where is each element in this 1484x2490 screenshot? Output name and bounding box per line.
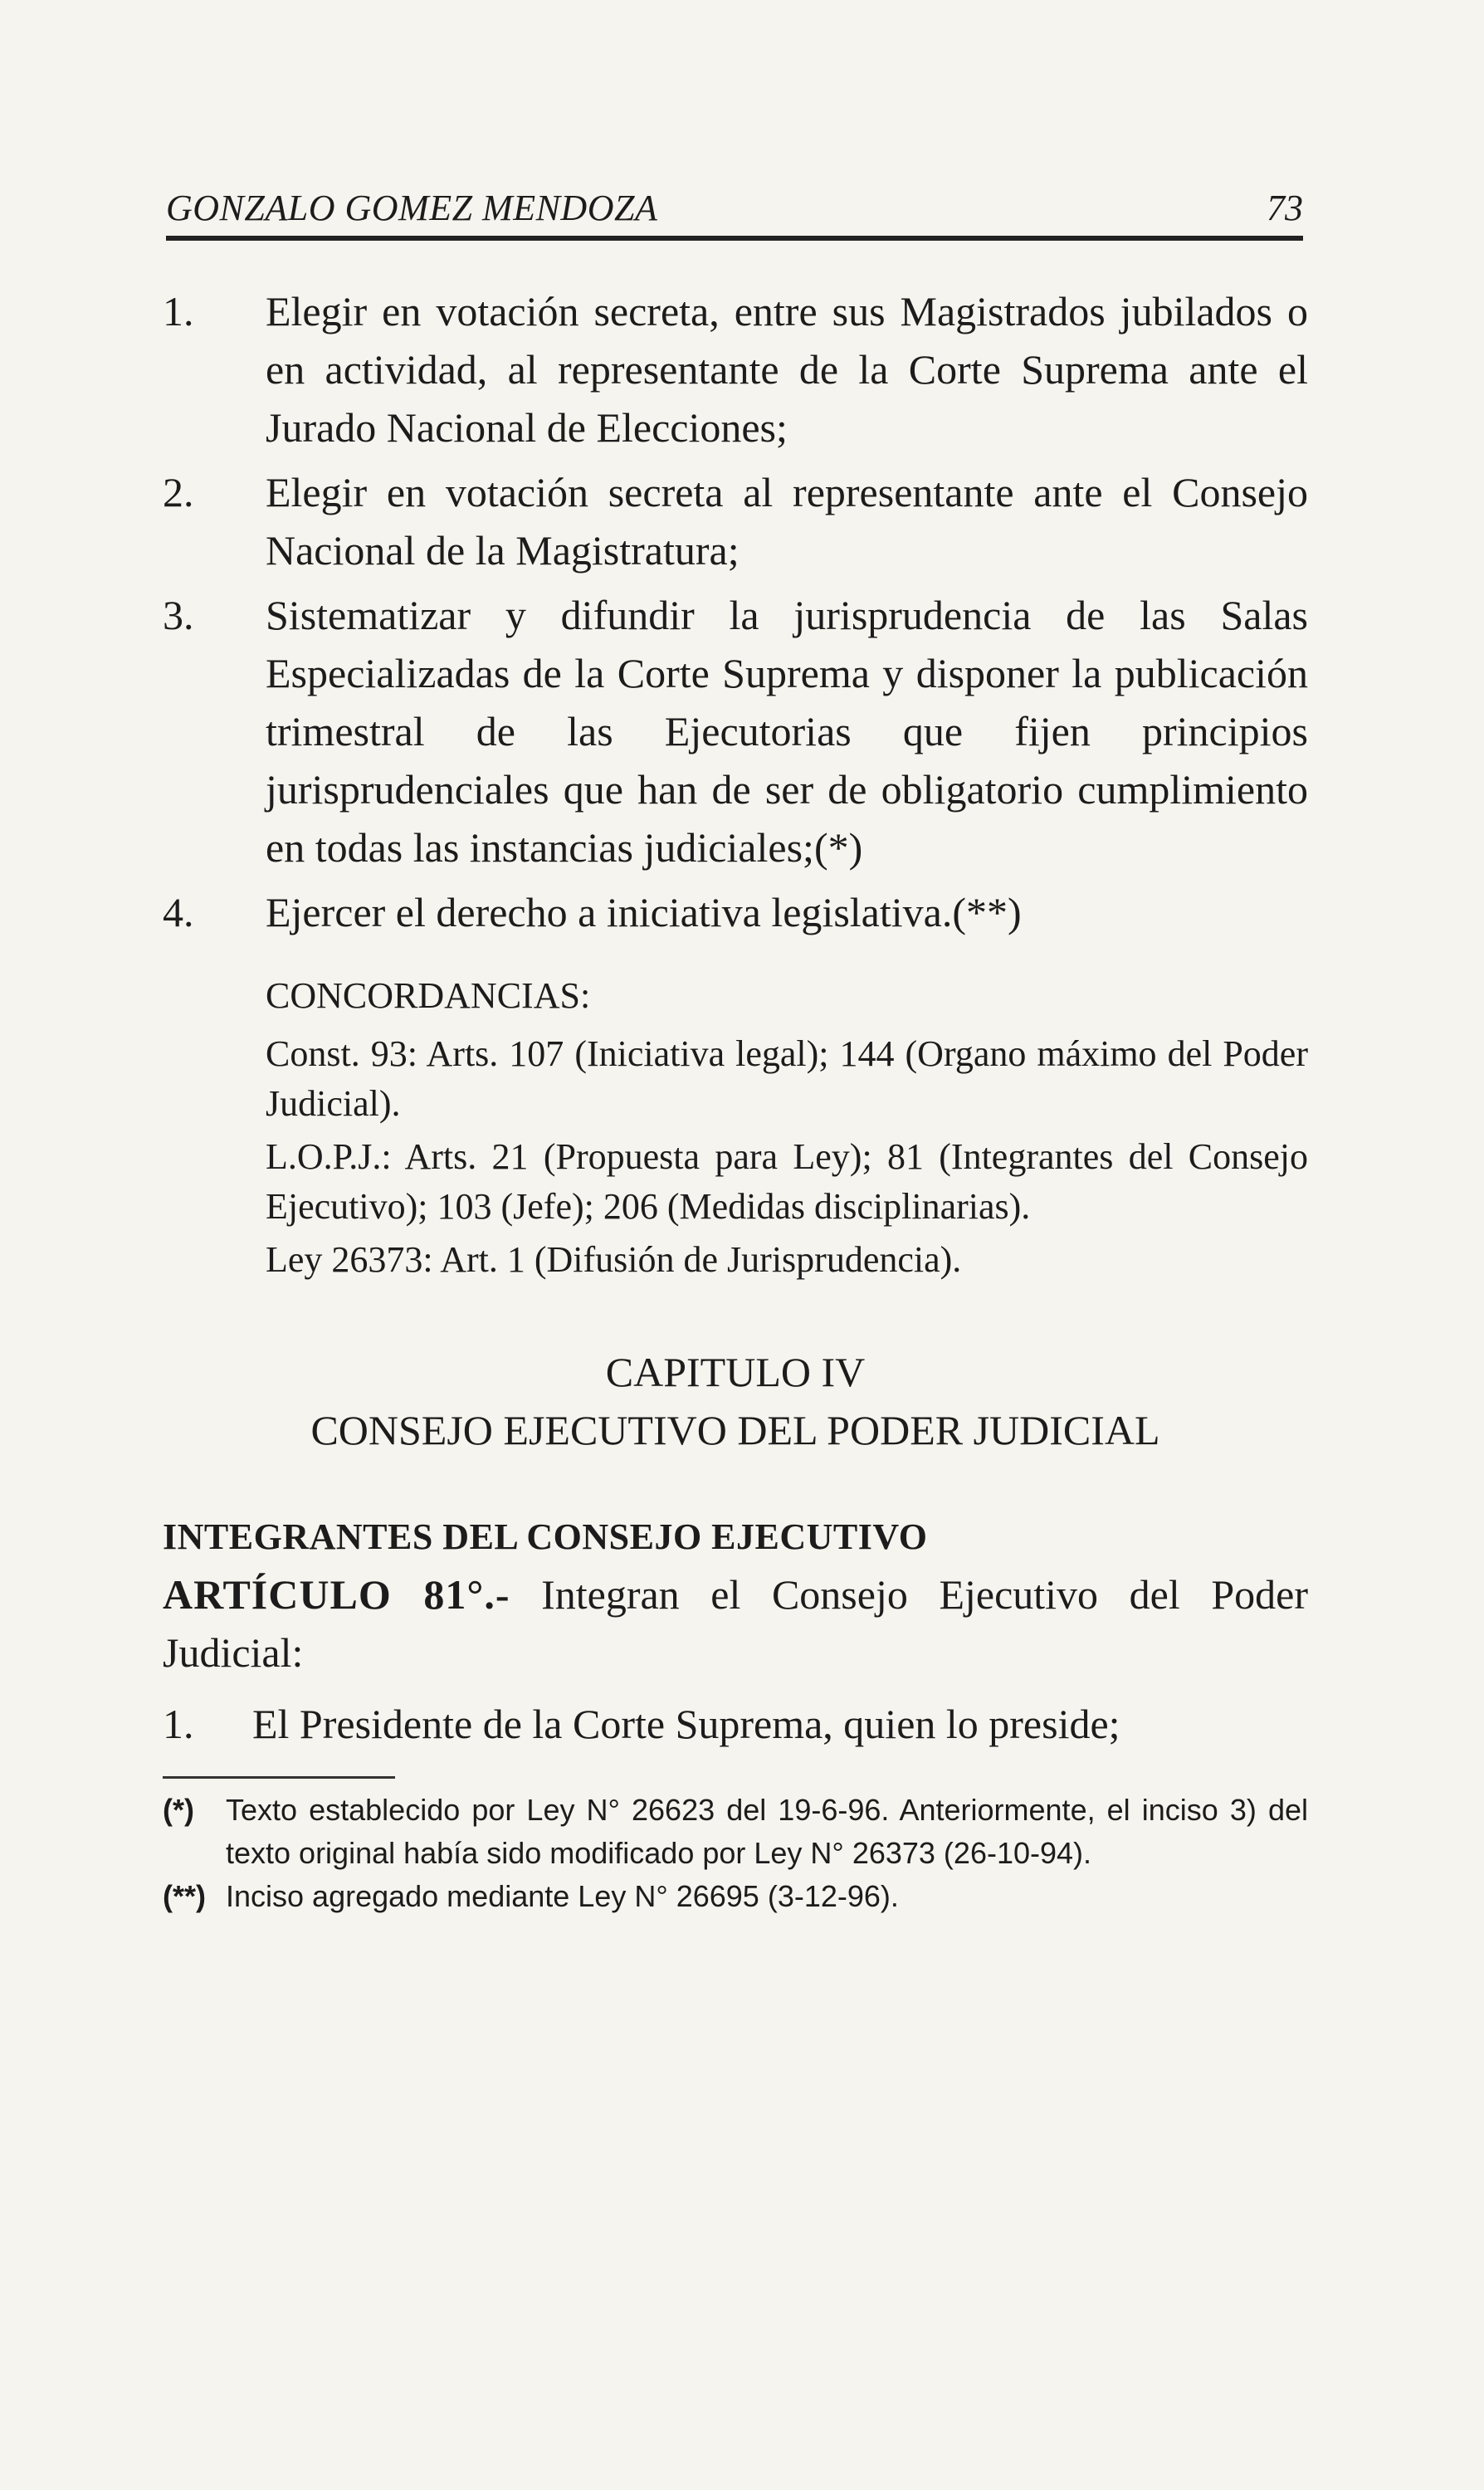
item-text: Elegir en votación secreta al representante ante el Consejo Nacional de la Magistratura;	[266, 469, 1308, 574]
running-head-author: GONZALO GOMEZ MENDOZA	[166, 188, 658, 228]
concordancias-heading: CONCORDANCIAS:	[266, 975, 591, 1016]
footnote	[163, 1789, 1308, 1875]
item-number: 1.	[163, 288, 194, 334]
list-item	[163, 586, 1308, 876]
section-subtitle: INTEGRANTES DEL CONSEJO EJECUTIVO	[163, 1516, 928, 1557]
list-item	[163, 883, 1308, 941]
page-number: 73	[1267, 188, 1303, 228]
item-number: 4.	[163, 889, 194, 935]
footnote-text: Texto establecido por Ley N° 26623 del 19-6-96. Anteriormente, el inciso 3) del texto original había sido modificado por Ley N° 26373 (26-10-94).	[226, 1793, 1308, 1870]
chapter-number: CAPITULO IV	[605, 1349, 866, 1395]
item-text: Sistematizar y difundir la jurisprudencia de las Salas Especializadas de la Corte Suprema y disponer la publicación trimestral de las Ejecutorias que fijen principios jurisprudenciales que han de ser de obligatorio cumplimiento en todas las instancias judiciales;(*)	[266, 592, 1308, 871]
concordancia-line: Const. 93: Arts. 107 (Iniciativa legal); 144 (Organo máximo del Poder Judicial).	[266, 1033, 1308, 1124]
concordancias-block	[266, 971, 1308, 1285]
item-text: El Presidente de la Corte Suprema, quien lo preside;	[252, 1701, 1120, 1747]
page-header	[166, 166, 1303, 241]
footnote-divider	[163, 1776, 395, 1779]
item-number: 2.	[163, 469, 194, 515]
chapter-title: CONSEJO EJECUTIVO DEL PODER JUDICIAL	[310, 1407, 1160, 1453]
footnote-mark: (*)	[163, 1793, 194, 1827]
chapter-heading	[163, 1343, 1308, 1459]
footnote	[163, 1875, 1308, 1918]
article-label: ARTÍCULO 81°.-	[163, 1571, 510, 1618]
article-paragraph	[163, 1565, 1308, 1682]
item-text: Ejercer el derecho a iniciativa legislativa.(**)	[266, 889, 1022, 935]
footnote-text: Inciso agregado mediante Ley N° 26695 (3-12-96).	[226, 1879, 899, 1913]
item-text: Elegir en votación secreta, entre sus Magistrados jubilados o en actividad, al representante de la Corte Suprema ante el Jurado Nacional de Elecciones;	[266, 288, 1308, 451]
item-number: 1.	[163, 1701, 194, 1747]
concordancia-line: Ley 26373: Art. 1 (Difusión de Jurisprudencia).	[266, 1239, 962, 1280]
concordancia-line: L.O.P.J.: Arts. 21 (Propuesta para Ley); 81 (Integrantes del Consejo Ejecutivo); 103 (Jefe); 206 (Medidas disciplinarias).	[266, 1136, 1308, 1227]
list-item	[163, 463, 1308, 579]
article-text: Integran el Consejo Ejecutivo del Poder Judicial:	[163, 1571, 1309, 1676]
page-body	[163, 282, 1308, 1918]
footnote-mark: (**)	[163, 1879, 206, 1913]
list-item	[163, 282, 1308, 456]
item-number: 3.	[163, 592, 194, 638]
list-item	[163, 1695, 1308, 1753]
